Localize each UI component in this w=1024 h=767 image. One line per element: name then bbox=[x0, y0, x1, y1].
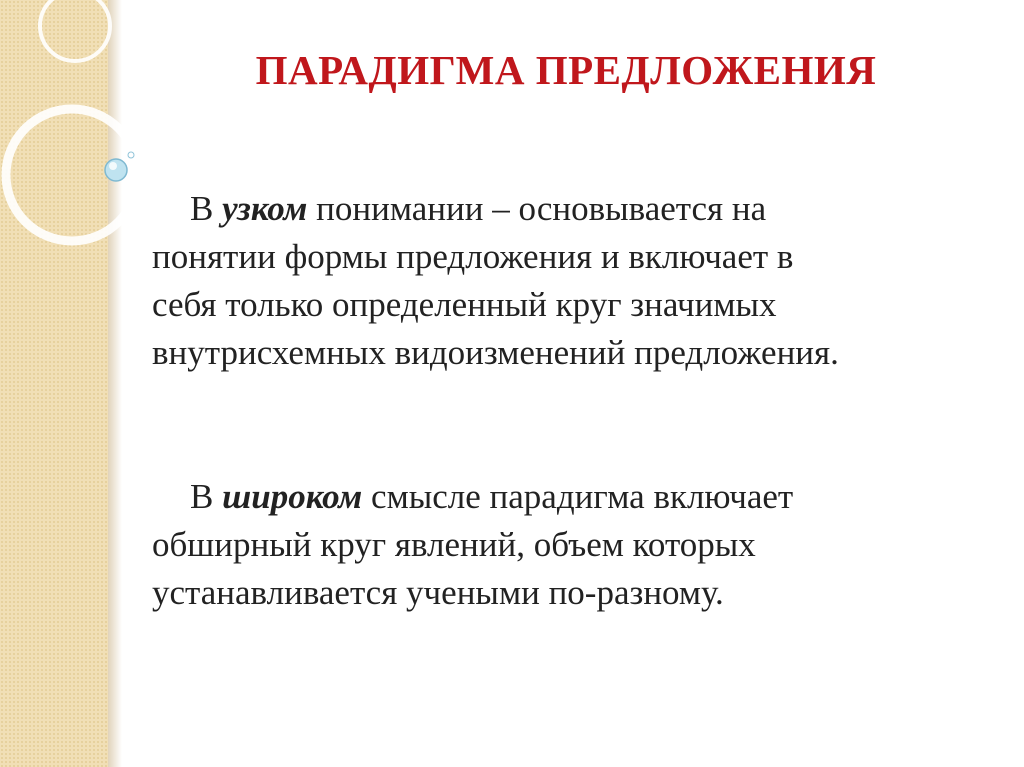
slide-title: ПАРАДИГМА ПРЕДЛОЖЕНИЯ bbox=[255, 47, 877, 93]
paragraph-line: себя только определенный круг значимых bbox=[152, 285, 777, 324]
bubble-highlight bbox=[109, 162, 117, 170]
paragraph-prefix: В bbox=[190, 189, 223, 228]
paragraph-broad-sense bbox=[152, 473, 942, 617]
paragraph-text: понимании – основывается на bbox=[307, 189, 767, 228]
small-bubble-icon bbox=[128, 152, 134, 158]
paragraph-line bbox=[152, 473, 942, 521]
paragraph-narrow-sense bbox=[152, 185, 942, 377]
large-bubble-icon bbox=[105, 159, 127, 181]
emphasis-word: узком bbox=[222, 189, 308, 228]
paragraph-line: устанавливается учеными по-разному. bbox=[152, 573, 724, 612]
paragraph-text: смысле парадигма включает bbox=[362, 477, 794, 516]
paragraph-line bbox=[152, 185, 942, 233]
paragraph-line: внутрисхемных видоизменений предложения. bbox=[152, 333, 839, 372]
paragraph-prefix: В bbox=[190, 477, 223, 516]
paragraph-line: понятии формы предложения и включает в bbox=[152, 237, 794, 276]
emphasis-word: широком bbox=[222, 477, 363, 516]
paragraph-line: обширный круг явлений, объем которых bbox=[152, 525, 756, 564]
